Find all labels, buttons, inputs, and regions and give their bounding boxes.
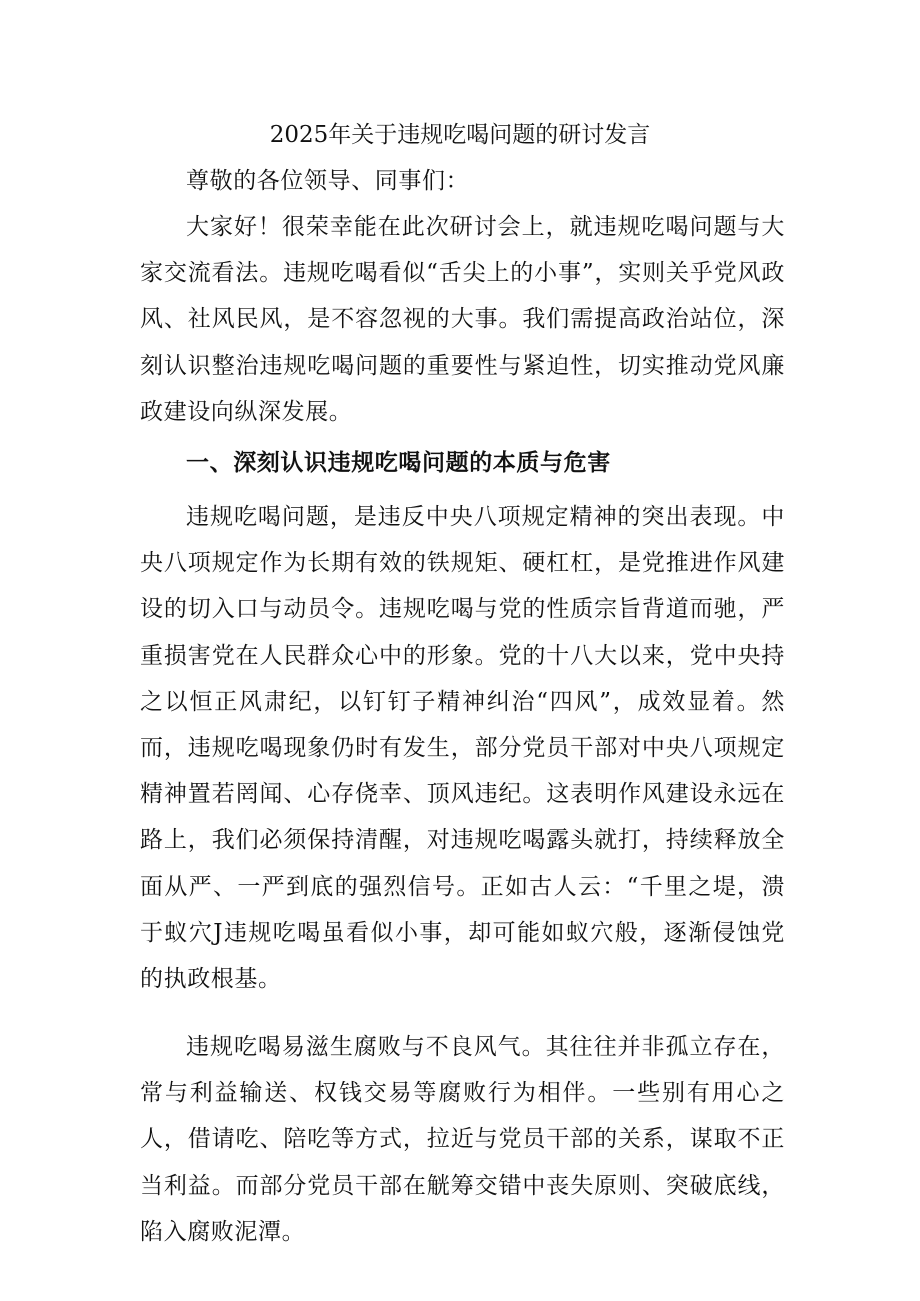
- section-1-paragraph-2: 违规吃喝易滋生腐败与不良风气。其往往并非孤立存在，常与利益输送、权钱交易等腐败行为相伴。一些别有用心之人，借请吃、陪吃等方式，拉近与党员干部的关系，谋取不正当利益。而部分党员干部在觥筹交错中丧失原则、突破底线，陷入腐败泥潭。: [140, 1034, 785, 1245]
- section-1-paragraph-1: 违规吃喝问题，是违反中央八项规定精神的突出表现。中央八项规定作为长期有效的铁规矩、硬杠杠，是党推进作风建设的切入口与动员令。违规吃喝与党的性质宗旨背道而驰，严重损害党在人民群众心中的形象。党的十八大以来，党中央持之以恒正风肃纪，以钉钉子精神纠治“四风”，成效显着。然而，违规吃喝现象仍时有发生，部分党员干部对中央八项规定精神置若罔闻、心存侥幸、顶风违纪。这表明作风建设永远在路上，我们必须保持清醒，对违规吃喝露头就打，持续释放全面从严、一严到底的强烈信号。正如古人云：“千里之堤，溃于蚁穴J违规吃喝虽看似小事，却可能如蚁穴般，逐渐侵蚀党的执政根基。: [140, 504, 785, 993]
- section-heading-1: 一、深刻认识违规吃喝问题的本质与危害: [186, 450, 611, 476]
- opening-paragraph: 大家好！很荣幸能在此次研讨会上，就违规吃喝问题与大家交流看法。违规吃喝看似“舌尖上的小事”，实则关乎党风政风、社风民风，是不容忽视的大事。我们需提高政治站位，深刻认识整治违规吃喝问题的重要性与紧迫性，切实推动党风廉政建设向纵深发展。: [140, 214, 785, 425]
- document-title: 2025年关于违规吃喝问题的研讨发言: [269, 122, 651, 148]
- salutation: 尊敬的各位领导、同事们：: [186, 168, 470, 194]
